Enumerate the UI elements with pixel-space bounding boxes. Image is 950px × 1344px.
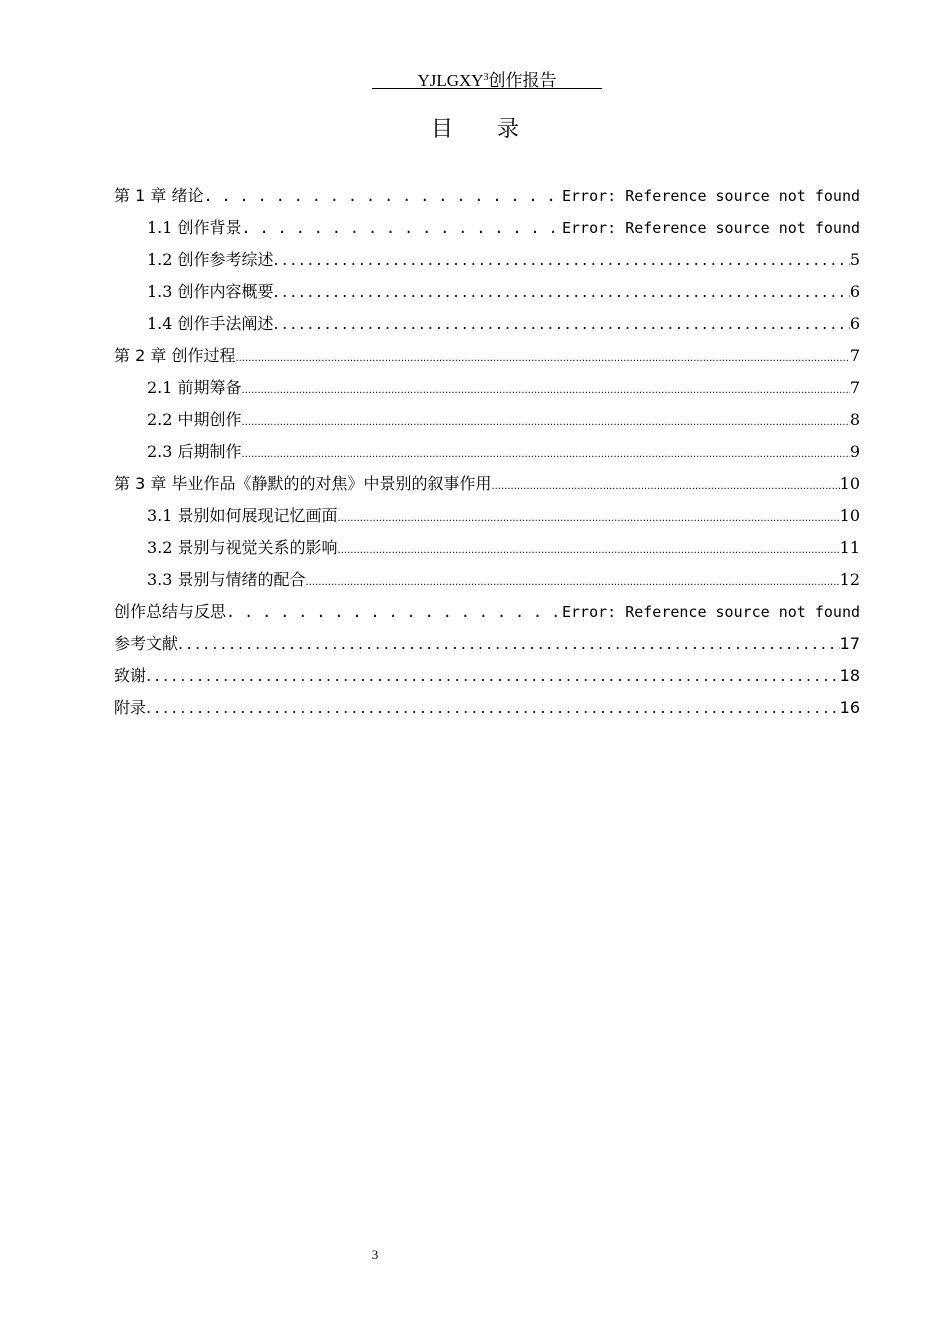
toc-leader [274,308,850,340]
header-superscript: 3 [483,72,489,83]
toc-label: 2.2 中期创作 [147,410,242,429]
toc-label: 创作总结与反思 [114,602,227,621]
toc-entry-appendix[interactable] [114,692,860,724]
toc-page: 7 [849,346,860,365]
toc-label: 1.4 创作手法阐述 [147,314,274,333]
toc-leader [226,596,562,628]
toc-page: 12 [839,570,860,589]
toc-label: 参考文献 [114,634,179,653]
toc-page: 6 [849,314,860,333]
toc-page: 9 [849,442,860,461]
toc-leader [274,244,850,276]
toc-label: 第 1 章 绪论 [114,186,204,205]
toc-page: Error: Reference source not found [561,187,860,205]
page-title: 目录 [430,117,563,142]
toc-leader [242,404,850,439]
toc-page: 6 [849,282,860,301]
toc-page: 16 [839,698,860,717]
toc-entry-chapter-3[interactable] [114,468,860,500]
toc-entry-2-1[interactable] [114,372,860,404]
toc-entry-3-3[interactable] [114,564,860,596]
toc-entry-summary[interactable] [114,596,860,628]
toc-label: 致谢 [114,666,147,685]
toc-leader [491,468,839,503]
toc-page: 18 [839,666,860,685]
toc-leader [242,372,850,407]
toc-page: 17 [839,634,860,653]
toc-leader [242,212,562,244]
toc-leader [274,276,850,308]
toc-label: 第 3 章 毕业作品《静默的的对焦》中景别的叙事作用 [114,474,492,493]
toc-label: 1.2 创作参考综述 [147,250,274,269]
toc-label: 3.3 景别与情绪的配合 [147,570,306,589]
toc-label: 3.1 景别如何展现记忆画面 [147,506,338,525]
toc-label: 1.3 创作内容概要 [147,282,274,301]
toc-label: 附录 [114,698,147,717]
toc-entry-chapter-2[interactable] [114,340,860,372]
toc-page: 5 [849,250,860,269]
toc-leader [242,436,850,471]
toc-entry-1-1[interactable] [114,212,860,244]
toc-label: 2.1 前期筹备 [147,378,242,397]
running-header [372,68,602,89]
toc-page: 10 [839,474,860,493]
toc-leader [146,692,840,724]
toc-leader [306,564,840,599]
toc-page: 7 [849,378,860,397]
toc-entry-references[interactable] [114,628,860,660]
toc-page: 11 [839,538,860,557]
toc-page: Error: Reference source not found [561,603,860,621]
toc-leader [203,180,562,212]
toc-entry-3-1[interactable] [114,500,860,532]
toc-entry-1-3[interactable] [114,276,860,308]
toc-label: 3.2 景别与视觉关系的影响 [147,538,338,557]
header-text: YJLGXY [417,71,484,90]
toc-label: 第 2 章 创作过程 [114,346,236,365]
toc-entry-3-2[interactable] [114,532,860,564]
toc-label: 2.3 后期制作 [147,442,242,461]
toc-page: 10 [839,506,860,525]
toc-page: 8 [849,410,860,429]
toc-leader [338,532,840,567]
page-number: 3 [371,1247,379,1262]
toc-entry-acknowledgements[interactable] [114,660,860,692]
toc-leader [338,500,840,535]
table-of-contents [114,180,860,724]
toc-leader [235,340,849,375]
toc-entry-2-3[interactable] [114,436,860,468]
header-suffix: 创作报告 [488,71,557,90]
toc-entry-chapter-1[interactable] [114,180,860,212]
toc-leader [146,660,840,692]
toc-leader [178,628,840,660]
toc-entry-1-2[interactable] [114,244,860,276]
toc-entry-1-4[interactable] [114,308,860,340]
toc-entry-2-2[interactable] [114,404,860,436]
toc-page: Error: Reference source not found [561,219,860,237]
toc-label: 1.1 创作背景 [147,218,242,237]
